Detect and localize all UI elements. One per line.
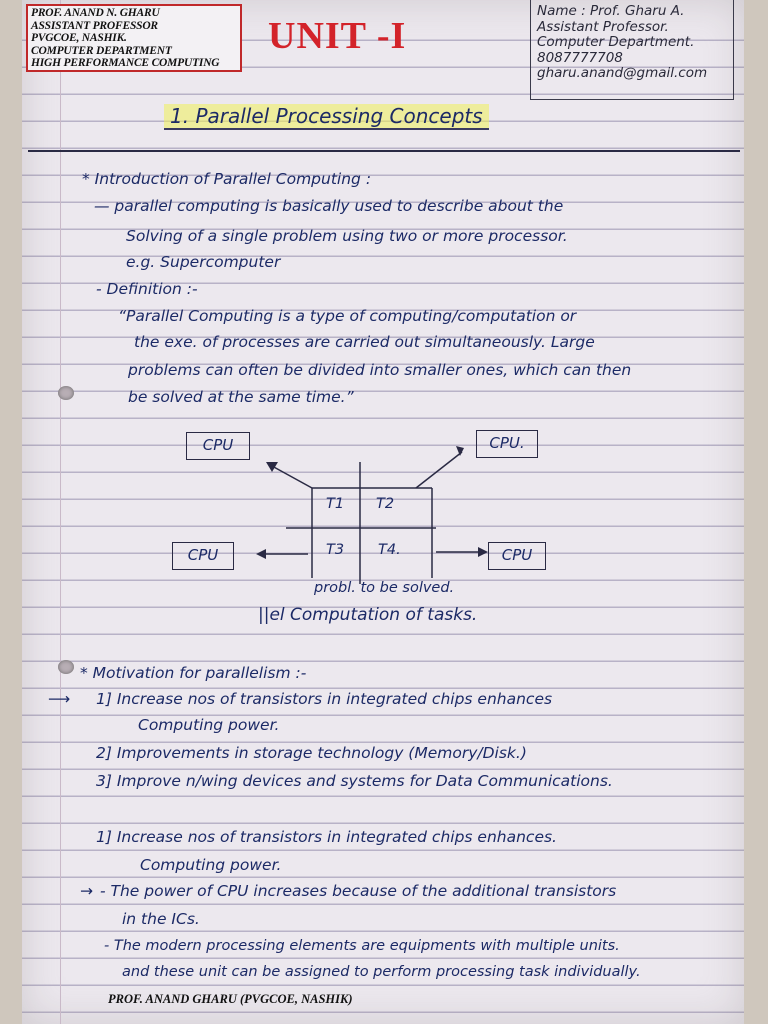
stamp-line: PVGCOE, NASHIK.: [31, 32, 127, 45]
name-line: Assistant Professor.: [537, 18, 669, 35]
name-line: gharu.anand@gmail.com: [537, 65, 708, 81]
diagram-caption: ||el Computation of tasks.: [258, 605, 478, 625]
name-line: Name : Prof. Gharu A.: [537, 3, 685, 19]
detail-heading: 1] Increase nos of transistors in integrated chips enhances.: [96, 828, 557, 846]
intro-line: Solving of a single problem using two or more processor.: [126, 227, 568, 245]
motivation-item: 3] Improve n/wing devices and systems for Data Communications.: [96, 772, 613, 790]
stamp-line: COMPUTER DEPARTMENT: [31, 44, 172, 57]
motivation-item: Computing power.: [138, 716, 280, 734]
cpu-box: [172, 542, 234, 570]
cpu-label: CPU: [187, 546, 219, 564]
task-t3: T3: [326, 542, 345, 558]
name-line: 8087777708: [537, 49, 623, 66]
arrow-icon: ⟶: [48, 690, 71, 708]
task-t4: T4.: [378, 542, 401, 558]
unit-title: UNIT -I: [268, 15, 407, 57]
intro-line: — parallel computing is basically used to describe about the: [94, 197, 564, 215]
definition-line: the exe. of processes are carried out simultaneously. Large: [134, 333, 595, 351]
cpu-label: CPU: [501, 546, 533, 564]
stamp-line: PROF. ANAND N. GHARU: [31, 7, 160, 19]
stamp-line: ASSISTANT PROFESSOR: [31, 19, 158, 32]
detail-point: and these unit can be assigned to perform processing task individually.: [122, 964, 641, 980]
problem-caption: probl. to be solved.: [314, 580, 455, 596]
cpu-box: [476, 430, 538, 458]
detail-point: - The modern processing elements are equipments with multiple units.: [104, 938, 620, 954]
detail-heading: Computing power.: [140, 856, 282, 874]
definition-line: “Parallel Computing is a type of computing/computation or: [118, 307, 577, 325]
intro-line: e.g. Supercomputer: [126, 253, 281, 271]
cpu-box: [186, 432, 250, 460]
motivation-title: * Motivation for parallelism :-: [80, 664, 307, 682]
definition-line: problems can often be divided into smaller ones, which can then: [128, 361, 632, 379]
definition-line: be solved at the same time.”: [128, 388, 354, 406]
page-footer: PROF. ANAND GHARU (PVGCOE, NASHIK): [108, 992, 353, 1006]
detail-point: in the ICs.: [122, 910, 200, 928]
definition-label: - Definition :-: [96, 280, 198, 298]
page-heading: 1. Parallel Processing Concepts: [164, 104, 489, 130]
motivation-item: 1] Increase nos of transistors in integrated chips enhances: [96, 690, 553, 708]
cpu-box: [488, 542, 546, 570]
task-t1: T1: [326, 496, 345, 512]
motivation-item: 2] Improvements in storage technology (Memory/Disk.): [96, 744, 527, 762]
stamp-line: HIGH PERFORMANCE COMPUTING: [31, 57, 220, 70]
cpu-label: CPU.: [489, 434, 525, 452]
name-line: Computer Department.: [537, 34, 695, 50]
detail-point: - The power of CPU increases because of the additional transistors: [100, 882, 617, 900]
intro-title: * Introduction of Parallel Computing :: [82, 170, 372, 188]
task-t2: T2: [376, 496, 395, 512]
cpu-label: CPU: [202, 436, 234, 454]
arrow-icon: →: [80, 882, 93, 900]
